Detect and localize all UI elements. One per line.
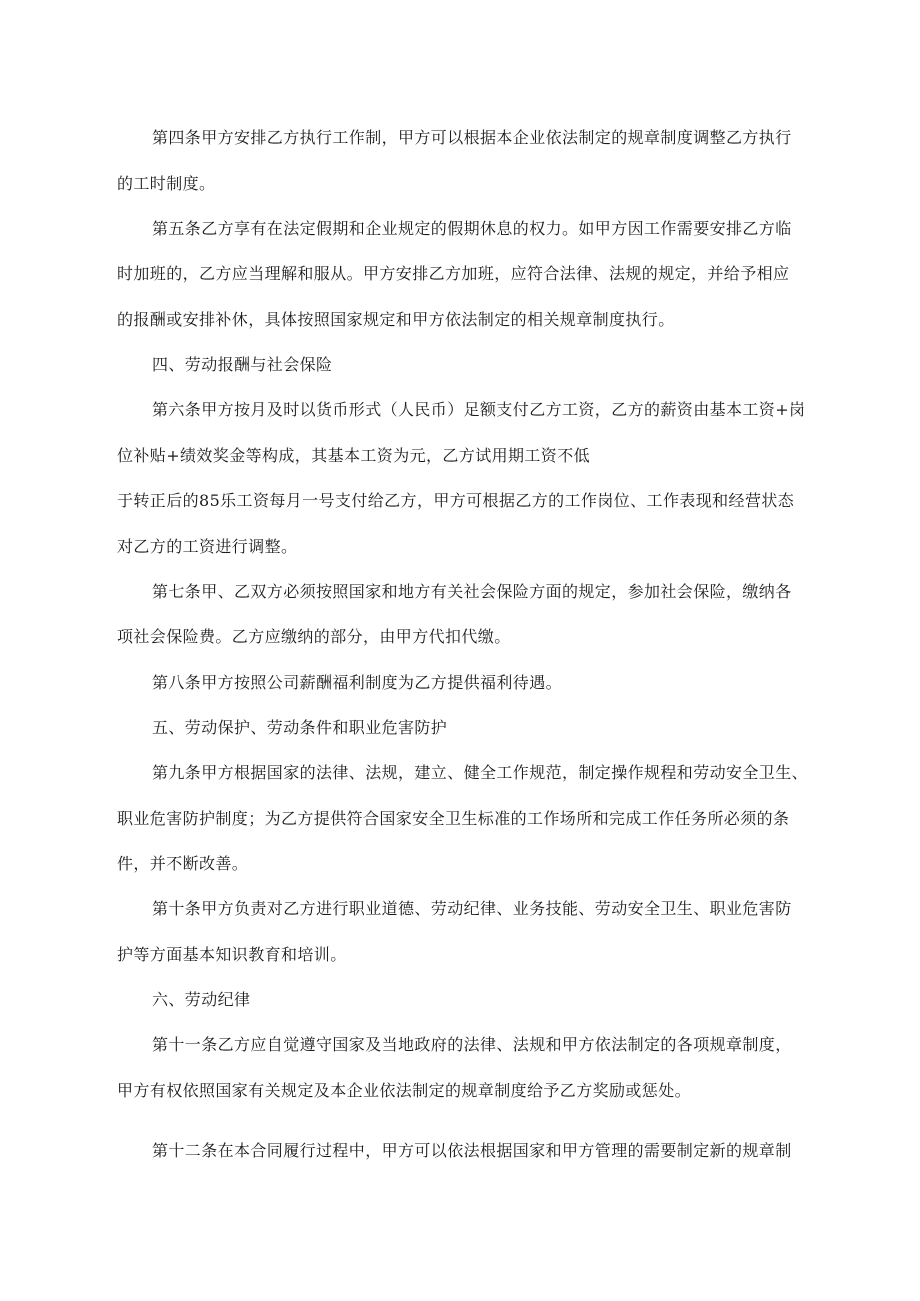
article-6-line-2: 位补贴+绩效奖金等构成，其基本工资为元，乙方试用期工资不低 [117, 446, 591, 465]
article-5-line-1: 第五条乙方享有在法定假期和企业规定的假期休息的权力。如甲方因工作需要安排乙方临 [152, 219, 792, 238]
article-6-line-1: 第六条甲方按月及时以货币形式（人民币）足额支付乙方工资，乙方的薪资由基本工资+岗 [152, 400, 806, 419]
article-11-line-1: 第十一条乙方应自觉遵守国家及当地政府的法律、法规和甲方依法制定的各项规章制度， [152, 1035, 792, 1054]
article-4-line-2: 的工时制度。 [117, 174, 216, 193]
article-7-line-1: 第七条甲、乙双方必须按照国家和地方有关社会保险方面的规定，参加社会保险，缴纳各 [152, 582, 792, 601]
article-11-line-2: 甲方有权依照国家有关规定及本企业依法制定的规章制度给予乙方奖励或惩处。 [117, 1081, 692, 1100]
article-8-line-1: 第八条甲方按照公司薪酬福利制度为乙方提供福利待遇。 [152, 673, 563, 692]
article-9-line-2: 职业危害防护制度；为乙方提供符合国家安全卫生标准的工作场所和完成工作任务所必须的条 [117, 809, 790, 828]
section-4-heading: 四、劳动报酬与社会保险 [152, 355, 333, 374]
article-4-line-1: 第四条甲方安排乙方执行工作制，甲方可以根据本企业依法制定的规章制度调整乙方执行 [152, 128, 792, 147]
article-5-line-3: 的报酬或安排补休，具体按照国家规定和甲方依法制定的相关规章制度执行。 [117, 310, 675, 329]
article-9-line-1: 第九条甲方根据国家的法律、法规，建立、健全工作规范，制定操作规程和劳动安全卫生、 [152, 763, 809, 782]
section-6-heading: 六、劳动纪律 [152, 990, 251, 1009]
article-5-line-2: 时加班的，乙方应当理解和服从。甲方安排乙方加班，应符合法律、法规的规定，并给予相应 [117, 264, 790, 283]
article-12-line-1: 第十二条在本合同履行过程中，甲方可以依法根据国家和甲方管理的需要制定新的规章制 [152, 1141, 792, 1160]
article-10-line-1: 第十条甲方负责对乙方进行职业道德、劳动纪律、业务技能、劳动安全卫生、职业危害防 [152, 899, 792, 918]
article-7-line-2: 项社会保险费。乙方应缴纳的部分，由甲方代扣代缴。 [117, 627, 511, 646]
article-9-line-3: 件，并不断改善。 [117, 854, 249, 873]
article-6-line-4: 对乙方的工资进行调整。 [117, 537, 298, 556]
article-10-line-2: 护等方面基本知识教育和培训。 [117, 945, 347, 964]
section-5-heading: 五、劳动保护、劳动条件和职业危害防护 [152, 718, 448, 737]
article-6-line-3: 于转正后的85乐工资每月一号支付给乙方，甲方可根据乙方的工作岗位、工作表现和经营状态 [117, 491, 795, 510]
